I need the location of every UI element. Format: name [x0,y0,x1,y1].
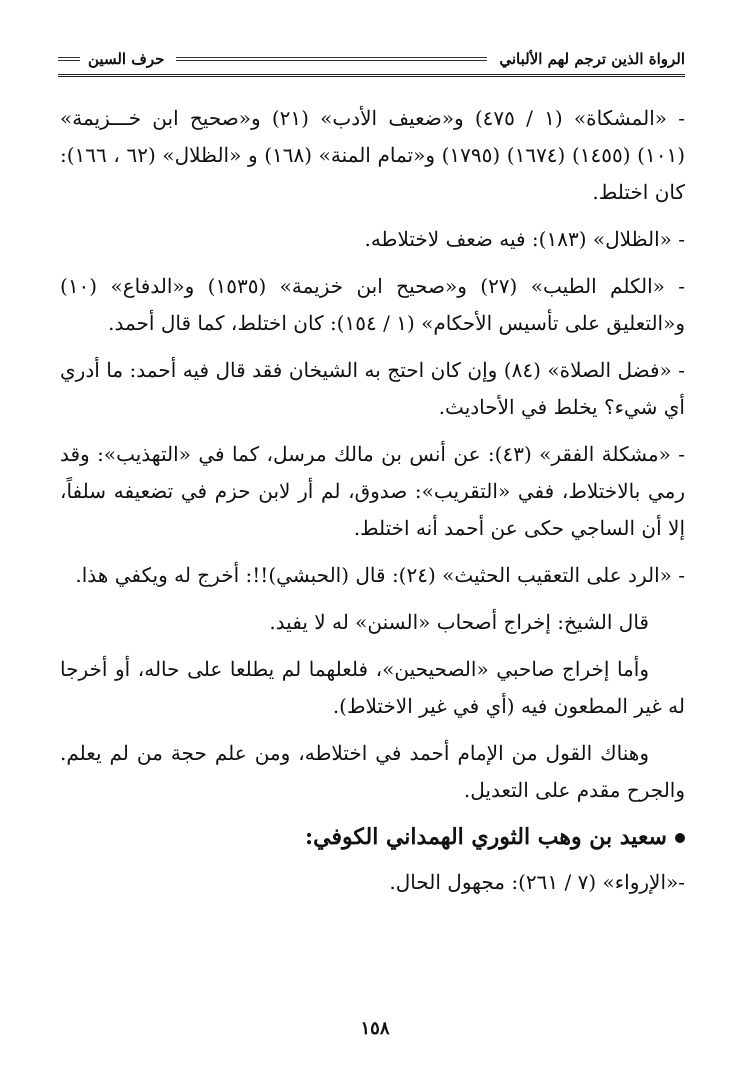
header-rule [176,57,487,61]
header-end-rule [58,57,80,61]
running-header-title: الرواة الذين ترجم لهم الألباني [499,50,685,68]
running-header-chapter: حرف السين [88,50,165,68]
bullet-icon [675,833,685,843]
citation-paragraph: - «الرد على التعقيب الحثيث» (٢٤): قال (الحبشي)!!: أخرج له ويكفي هذا. [75,563,685,587]
entry-citation: -«الإرواء» (٧ / ٢٦١): مجهول الحال. [389,870,685,894]
narrator-name: سعيد بن وهب الثوري الهمداني الكوفي: [305,824,667,850]
citation-paragraph: - «فضل الصلاة» (٨٤) وإن كان احتج به الشيخان فقد قال فيه أحمد: ما أدري أي شيء؟ يخلط في الأحاديث. [60,358,686,419]
citation-paragraph: - «الظلال» (١٨٣): فيه ضعف لاختلاطه. [364,227,685,251]
citation-paragraph: - «الكلم الطيب» (٢٧) و«صحيح ابن خزيمة» (١٥٣٥) و«الدفاع» (١٠) و«التعليق على تأسيس الأحكام» (١ / ١٥٤): كان اختلط، كما قال أحمد. [60,274,686,335]
page-number: ١٥٨ [360,1018,390,1039]
commentary-paragraph: قال الشيخ: إخراج أصحاب «السنن» له لا يفيد. [269,610,649,634]
commentary-paragraph: وأما إخراج صاحبي «الصحيحين»، فلعلهما لم يطلعا على حاله، أو أخرجا له غير المطعون فيه (أي في غير الاختلاط). [60,657,685,718]
citation-paragraph: - «المشكاة» (١ / ٤٧٥) و«ضعيف الأدب» (٢١) و«صحيح ابن خـــزيمة» (١٠١) (١٤٥٥) (١٦٧٤) (١٧٩٥) و«تمام المنة» (١٦٨) و «الظلال» (٦٢ ، ١٦٦): كان اختلط. [60,106,685,204]
narrator-entry-heading [60,819,685,856]
commentary-paragraph: وهناك القول من الإمام أحمد في اختلاطه، ومن علم حجة من لم يعلم. والجرح مقدم على التعديل. [60,741,685,802]
running-header [58,44,685,77]
page-body [60,100,685,911]
citation-paragraph: - «مشكلة الفقر» (٤٣): عن أنس بن مالك مرسل، كما في «التهذيب»: وقد رمي بالاختلاط، ففي «التقريب»: صدوق، لم أر لابن حزم في تضعيفه سلفاً، إلا أن الساجي حكى عن أحمد أنه اختلط. [60,442,686,540]
